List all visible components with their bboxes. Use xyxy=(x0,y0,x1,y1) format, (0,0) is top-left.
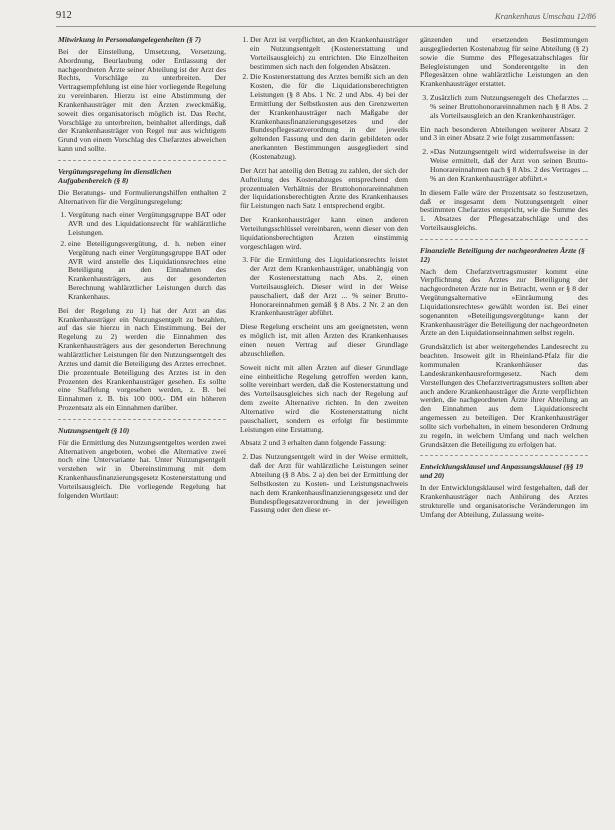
numbered-list xyxy=(240,453,408,515)
paragraph: Der Arzt hat anteilig den Betrag zu zahlen, der sich der Aufteilung des Kostenabzuges entsprechend dem prozentualen Verhältnis der Bruttohonorareinnahmen der liquidationsberechtigten Ärzte des Krankenhauses für Leistungen nach Satz 1 entsprechend ergibt. xyxy=(240,165,408,211)
paragraph: Soweit nicht mit allen Ärzten auf dieser Grundlage eine einheitliche Regelung getroffen werden kann, sollte vereinbart werden, daß die Kostenerstattung und des Vorteilsausgleiches sich nach der Regelung auf dem zweite Alternative richten. In den zweiten Alternative wird die Kostenerstattung nicht pauschaliert, sondern es erfolgt für bestimmte Leistungen eine Erstattung. xyxy=(240,362,408,434)
section-divider xyxy=(58,160,226,161)
paragraph: Diese Regelung erscheint uns am geeignetsten, wenn es möglich ist, mit allen Ärzten des Krankenhauses einen neuen Vertrag auf dieser Grundlage abzuschließen. xyxy=(240,322,408,358)
section-heading: Nutzungsentgelt (§ 10) xyxy=(58,425,130,435)
paragraph: Für die Ermittlung des Nutzungsentgeltes werden zwei Alternativen angeboten, wobei die Alternative zwei noch eine Untervariante hat. Unter Nutzungsentgelt verstehen wir in Übereinstimmung mit dem Krankenhausfinanzierungsgesetz Kostenerstattung und Vorteilsausgleich. Die vorliegende Regelung hat folgenden Wortlaut: xyxy=(58,437,226,500)
numbered-list xyxy=(420,148,588,183)
list-item: 3. Für die Ermittlung des Liquidationsrechts leistet der Arzt dem Krankenhausträger, unabhängig von der Kostenerstattung nach Abs. 2, einen Vorteilsausgleich. Dieser wird in der Weise pauschaliert, daß der Arzt ... % seiner Brutto-Honorareinnahmen gemäß § 8 Abs. 2 Nr. 2 an den Krankenhausträger abführt. xyxy=(250,256,408,318)
list-item: 2. »Das Nutzungsentgelt wird widerrufsweise in der Weise ermittelt, daß der Arzt von seinen Brutto-Honorareinnahmen nach § 8 Abs. 2 des Vertrages ... % an den Krankenhausträger abführt.« xyxy=(430,148,588,183)
section-heading: Mitwirkung in Personalangelegenheiten (§ 7) xyxy=(58,35,202,44)
paragraph: In der Entwicklungsklausel wird festgehalten, daß der Krankenhausträger nach Anhörung des Arztes strukturelle und organisatorische Veränderungen im Umfang der Abteilung, Zulassung weite- xyxy=(420,483,588,519)
column-2 xyxy=(240,36,408,520)
numbered-list xyxy=(58,211,226,301)
numbered-list xyxy=(420,94,588,121)
paragraph: gänzenden und ersetzenden Bestimmungen ausgegliederten Kostenabzug für seine Abteilung (§ 2) sowie die Summe des Pflegesatzabschlages für Belegleistungen und Sonderentgelte in den Pflegesätzen ohne wahlärztliche Leistungen an den Krankenhausträger erstattet. xyxy=(420,35,588,89)
numbered-list xyxy=(240,36,408,162)
paragraph: Die Beratungs- und Formulierungshilfen enthalten 2 Alternativen für die Vergütungsregelung: xyxy=(58,187,226,206)
section-divider xyxy=(420,239,588,240)
page-number: 912 xyxy=(56,10,72,21)
paragraph: Grundsätzlich ist aber weitergehendes Landesrecht zu beachten. Insoweit gilt in Rheinland-Pfalz für die kommunalen Krankenhäuser das Landeskrankenhausreformgesetz. Nach dem Vorstellungen des Chefarztvertragsmusters sollten aber auch andere Krankenhausträger die Ärzte verpflichten werden, die nachgeordneten Ärzte ihrer Abteilung an den Einnahmen aus dem Liquidationsrecht angemessen zu beteiligen. Der Krankenhausträger sollte sich vorbehalten, in einem besonderen Ordnung zu regeln, in welchem Umfang und nach welchen Grundsätzen die Beteiligung zu erfolgen hat. xyxy=(420,342,588,449)
list-item: 1. Vergütung nach einer Vergütungsgruppe BAT oder AVR und des Liquidationsrecht für wahlärztliche Leistungen. xyxy=(68,211,226,238)
paragraph: Ein nach besonderen Abteilungen weiterer Absatz 2 und 3 in einer Absatz 2 wie folgt zusammenfassen: xyxy=(420,124,588,143)
section-divider xyxy=(58,419,226,420)
paragraph: Nach dem Chefarztvertragsmuster kommt eine Verpflichtung des Arztes zur Beteiligung der nachgeordneten Ärzte nur in Betracht, wenn er § 8 der Vergütungsalternative »Einräumung des Liquidationsrechtes« gewählt worden ist. Bei einer sogenannten »Beteiligungsvergütung« kann der Krankenhausträger die Beteiligung der nachgeordneten Ärzte an den Liquidationseinnahmen selbst regeln. xyxy=(420,266,588,338)
paragraph: Bei der Einstellung, Umsetzung, Versetzung, Abordnung, Beurlaubung oder Entlassung der nachgeordneten Ärzte seiner Abteilung ist der Arzt des Rechts, Vorschläge zu unterbreiten. Der Vertragsempfehlung ist eine hier vorliegende Regelung zu vereinbaren. Hierzu ist eine Abstimmung der Krankenhausträger mit den Ärzten zweckmäßig, soweit dies organisatorisch möglich ist. Das Recht, Vorschläge zu unterbreiten, beinhaltet allerdings, daß der Krankenhausträger von Regel nur aus wichtigem Grund von einem Vorschlag des Chefarztes abweichen kann und sollte. xyxy=(58,46,226,154)
section-divider xyxy=(420,455,588,456)
list-item: 3. Zusätzlich zum Nutzungsentgelt des Chefarztes ... % seiner Bruttohonorareinnahmen nach § 8 Abs. 2 als Vorteilsausgleich an den Krankenhausträger. xyxy=(430,94,588,121)
paragraph: Absatz 2 und 3 erhalten dann folgende Fassung: xyxy=(240,438,387,448)
column-1 xyxy=(58,36,226,506)
section-heading: Entwicklungsklausel und Anpassungsklausel (§§ 19 und 20) xyxy=(420,462,584,481)
list-item: 2. Das Nutzungsentgelt wird in der Weise ermittelt, daß der Arzt für wahlärztliche Leistungen seiner Abteilung (§ 8 Abs. 2 a) den bei der Ermittlung der Selbstkosten zu Kosten- und Leistungsnachweis nach dem Krankenhausfinanzierungsgesetz und der Bundespflegesatzverordnung in der jeweiligen Fassung oder den diese er- xyxy=(250,453,408,515)
section-heading: Finanzielle Beteiligung der nachgeordneten Ärzte (§ 12) xyxy=(420,245,585,264)
paragraph: In diesem Falle wäre der Prozentsatz so festzusetzen, daß er insgesamt dem Nutzungsentgelt einer bestimmten Chefarztes entspricht, wie die Summe des 1. Absatzes der Pflegesatzabschläge und des Vorteilsausgleichs. xyxy=(420,187,588,233)
numbered-list xyxy=(240,256,408,318)
list-item: 2. eine Beteiligungsvergütung, d. h. neben einer Vergütung nach einer Vergütungsgruppe BAT oder AVR wird anstelle des Liquidationsrechtes eine Beteiligung an den Einnahmen des Krankenhausträgers, aus der gesonderten Berechnung wahlärztlicher Leistungen durch das Krankenhaus. xyxy=(68,240,226,302)
section-heading: Vergütungsregelung im dienstlichen Aufgabenbereich (§ 8) xyxy=(58,166,172,185)
journal-title: Krankenhaus Umschau 12/86 xyxy=(494,11,596,21)
paragraph: Der Krankenhausträger kann einen anderen Verteilungsschlüssel vereinbaren, wenn dieser von den liquidationsberechtigten Ärzten einstimmig vorgeschlagen wird. xyxy=(240,215,408,251)
list-item: 2. Die Kostenerstattung des Arztes bemißt sich an den Kosten, die für die Liquidationsberechtigten Leistungen (§ 8 Abs. 1 Nr. 2 und Abs. 4) bei der Ermittlung der Selbstkosten aus den Grenzwerten der Krankenhausträger nach Maßgabe der Krankenhausfinanzierungsgesetzes und der Bundespflegesatzverordnung in der jeweils geltenden Fassung und den darin gebildeten oder anerkannten Bestimmungen ausgegliedert sind (Kostenabzug). xyxy=(250,73,408,161)
paragraph: Bei der Regelung zu 1) hat der Arzt an das Krankenhausträger ein Nutzungsentgelt zu bezahlen, auf das sie hierzu in nach Einstimmung. Bei der Regelung zu 2) werden die Einnahmen des Krankenhausträgers aus der gesonderten Berechnung wahlärztlicher Leistungen für den Nutzungsentgelt des Arztes und damit die Beteiligung des Arztes errechnet. Die prozentuale Beteiligung des Arztes ist in den Prozenten des Krankenhausträger gesehen. Es sollte eine Staffelung vorgesehen werden, z. B. bei Einnahmen z. B. bis 100 000,- DM ein höheren Prozentsatz als ein Einnahmen darüber. xyxy=(58,305,226,413)
list-item: 1. Der Arzt ist verpflichtet, an den Krankenhausträger ein Nutzungsentgelt (Kostenerstattung und Vorteilsausgleich) zu entrichten. Die Einzelheiten bestimmen sich nach den folgenden Absätzen. xyxy=(250,36,408,71)
column-3 xyxy=(420,36,588,525)
page-header xyxy=(56,10,596,27)
